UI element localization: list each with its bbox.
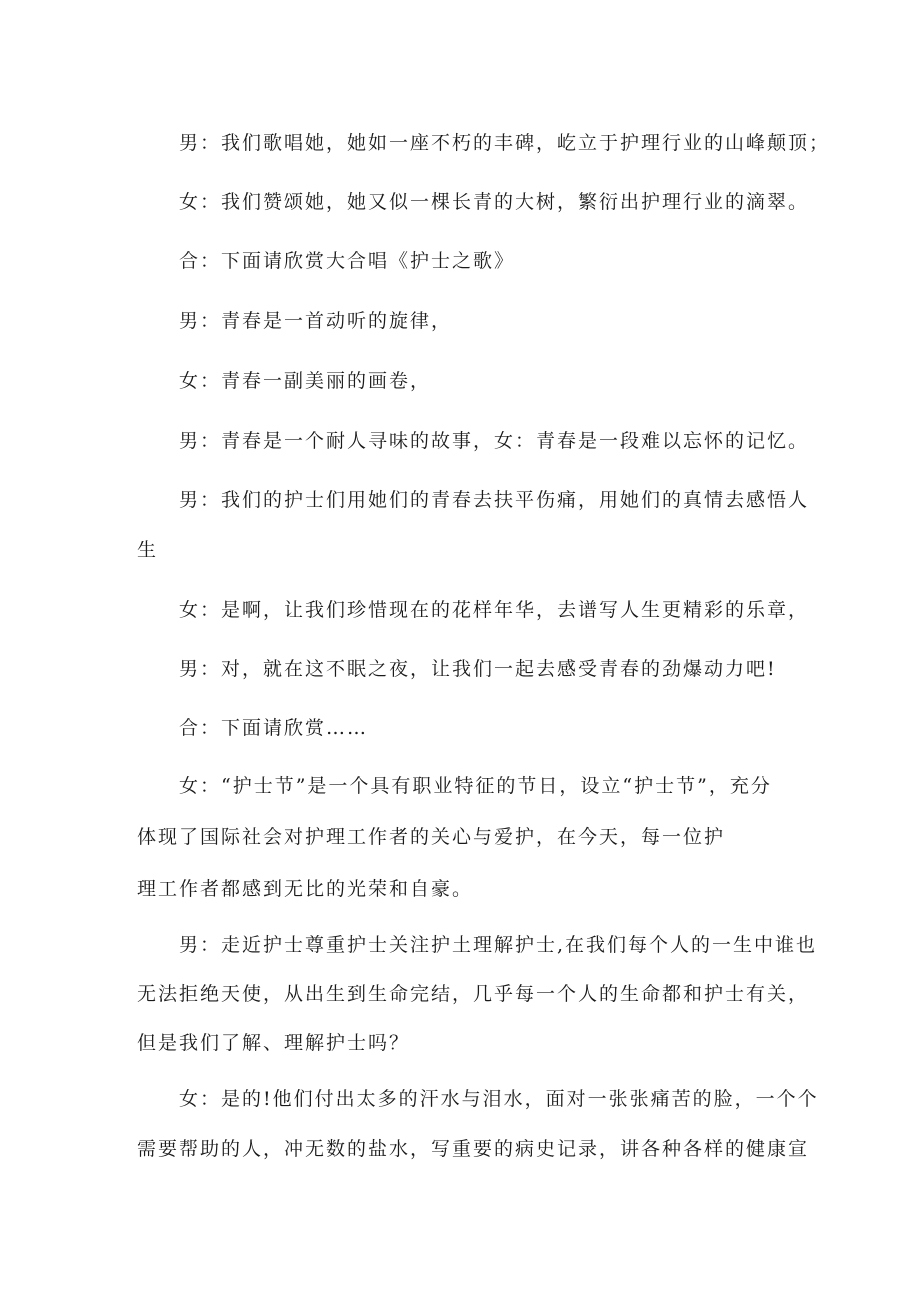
dialogue-line-continuation: 需要帮助的人，冲无数的盐水，写重要的病史记录，讲各种各样的健康宣 [137, 1138, 810, 1160]
dialogue-line: 女：“护士节”是一个具有职业特征的节日，设立“护士节”，充分 [179, 775, 772, 797]
dialogue-line: 男：走近护士尊重护士关注护土理解护士,在我们每个人的一生中谁也 [179, 934, 818, 956]
dialogue-line: 男：我们歌唱她，她如一座不朽的丰碑，屹立于护理行业的山峰颠顶； [179, 132, 831, 154]
dialogue-line: 女：我们赞颂她，她又似一棵长青的大树，繁衍出护理行业的滴翠。 [179, 191, 810, 213]
dialogue-line-continuation: 生 [137, 539, 159, 561]
dialogue-line: 女：是的!他们付出太多的汗水与泪水，面对一张张痛苦的脸，一个个 [179, 1088, 819, 1110]
dialogue-line: 女：青春一副美丽的画卷， [179, 370, 432, 392]
dialogue-line: 男：青春是一个耐人寻味的故事，女：青春是一段难以忘怀的记忆。 [179, 430, 810, 452]
dialogue-line-continuation: 理工作者都感到无比的光荣和自豪。 [137, 878, 474, 900]
dialogue-line: 女：是啊，让我们珍惜现在的花样年华，去谱写人生更精彩的乐章， [179, 599, 810, 621]
dialogue-line: 合：下面请欣赏…… [179, 717, 369, 739]
dialogue-line: 男：我们的护士们用她们的青春去扶平伤痛，用她们的真情去感悟人 [179, 489, 810, 511]
dialogue-line: 男：青春是一首动听的旋律， [179, 310, 453, 332]
dialogue-line-continuation: 但是我们了解、理解护士吗？ [137, 1032, 411, 1054]
dialogue-line: 男：对，就在这不眠之夜，让我们一起去感受青春的劲爆动力吧! [179, 658, 777, 680]
dialogue-line: 合：下面请欣赏大合唱《护士之歌》 [179, 250, 516, 272]
dialogue-line-continuation: 体现了国际社会对护理工作者的关心与爱护，在今天，每一位护 [137, 826, 726, 848]
dialogue-line-continuation: 无法拒绝天使，从出生到生命完结，几乎每一个人的生命都和护士有关， [137, 983, 810, 1005]
